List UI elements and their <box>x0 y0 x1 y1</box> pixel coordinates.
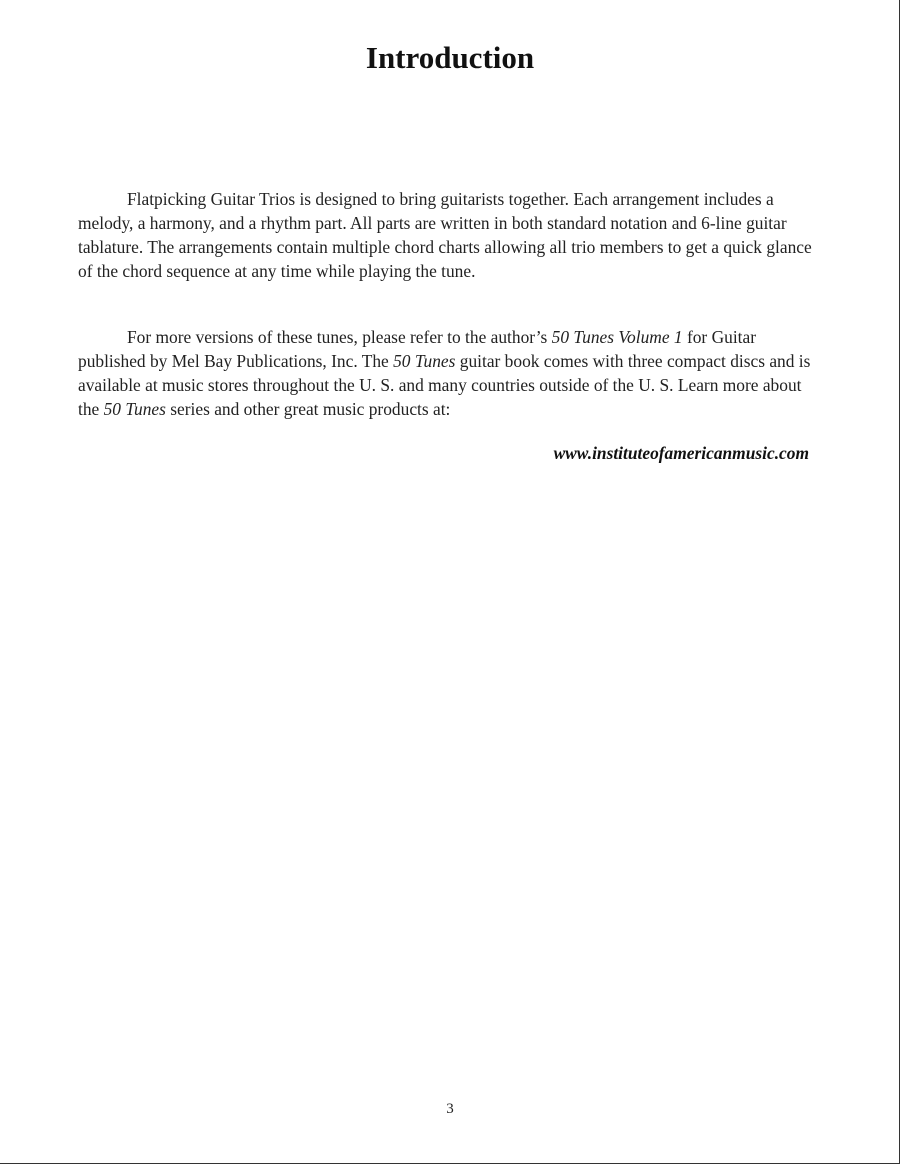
series-title-50-tunes: 50 Tunes <box>103 399 166 419</box>
paragraph-2-text-3: guitar book comes with three compact discs and is available at music stores throughout the U. S. and many countries outside of the U. S. Learn more about the <box>78 351 811 419</box>
book-title-50-tunes-volume-1: 50 Tunes Volume 1 <box>551 327 683 347</box>
paragraph-2-text-2: for Guitar published by Mel Bay Publications, Inc. The <box>78 327 756 371</box>
page-number: 3 <box>446 1101 454 1117</box>
page-title: Introduction <box>365 40 535 75</box>
paragraph-1-text: Flatpicking Guitar Trios is designed to bring guitarists together. Each arrangement includes a melody, a harmony, and a rhythm part. All parts are written in both standard notation and 6-line guitar tablature. The arrangements contain multiple chord charts allowing all trio members to get a quick glance of the chord sequence at any time while playing the tune. <box>78 189 812 281</box>
book-title-50-tunes: 50 Tunes <box>393 351 456 371</box>
intro-paragraph-1 <box>78 187 823 283</box>
paragraph-2-text-1: For more versions of these tunes, please refer to the author’s <box>127 327 552 347</box>
paragraph-2-text-4: series and other great music products at: <box>165 399 451 419</box>
intro-paragraph-2 <box>78 325 823 421</box>
website-url: www.instituteofamericanmusic.com <box>553 443 809 463</box>
